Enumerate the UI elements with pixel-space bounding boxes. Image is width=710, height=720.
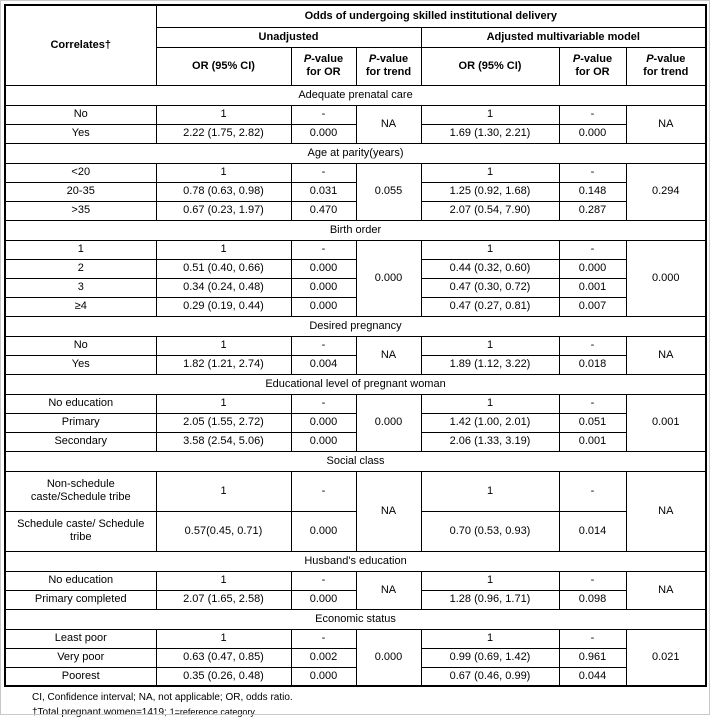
pvalue-or-unadjusted-cell: 0.000 [291, 511, 356, 551]
section-title: Birth order [5, 220, 706, 240]
pvalue-or-adjusted-cell: 0.148 [559, 182, 626, 201]
table-row [5, 124, 706, 143]
pvalue-or-unadjusted-cell: - [291, 336, 356, 355]
pvalue-trend-adjusted-cell: NA [626, 336, 706, 374]
table-row [5, 471, 706, 511]
or-ci-adjusted-cell: 2.07 (0.54, 7.90) [421, 201, 559, 220]
table-row [5, 278, 706, 297]
or-ci-unadjusted-cell: 1 [156, 163, 291, 182]
pvalue-or-unadjusted-cell: 0.000 [291, 297, 356, 316]
section-row [5, 551, 706, 571]
table-row [5, 432, 706, 451]
pvalue-or-unadjusted-cell: - [291, 629, 356, 648]
footnotes [32, 691, 710, 720]
or-ci-unadjusted-cell: 0.51 (0.40, 0.66) [156, 259, 291, 278]
pvalue-trend-adjusted-cell: NA [626, 471, 706, 551]
odds-ratio-table [4, 4, 707, 687]
row-label: No education [5, 571, 156, 590]
main-title: Odds of undergoing skilled institutional delivery [156, 5, 706, 27]
pvalue-or-unadjusted-cell: 0.000 [291, 590, 356, 609]
footnote-reference-category: 1=reference category. [170, 707, 257, 717]
pvalue-or-unadjusted-cell: 0.004 [291, 355, 356, 374]
pvalue-trend-adjusted-cell: NA [626, 105, 706, 143]
pvalue-or-unadjusted-cell: 0.000 [291, 278, 356, 297]
col-header-or-unadjusted: OR (95% CI) [156, 47, 291, 85]
or-ci-adjusted-cell: 1.25 (0.92, 1.68) [421, 182, 559, 201]
or-ci-adjusted-cell: 0.47 (0.27, 0.81) [421, 297, 559, 316]
pvalue-trend-unadjusted-cell: 0.000 [356, 629, 421, 686]
or-ci-adjusted-cell: 1 [421, 471, 559, 511]
section-row [5, 609, 706, 629]
section-title: Educational level of pregnant woman [5, 374, 706, 394]
pvalue-or-adjusted-cell: 0.044 [559, 667, 626, 686]
col-header-pvalue-or-unadjusted: P-value for OR [291, 47, 356, 85]
table-row [5, 590, 706, 609]
row-label: Yes [5, 355, 156, 374]
correlates-header: Correlates† [5, 5, 156, 85]
or-ci-unadjusted-cell: 3.58 (2.54, 5.06) [156, 432, 291, 451]
or-ci-unadjusted-cell: 1 [156, 240, 291, 259]
pvalue-or-adjusted-cell: - [559, 336, 626, 355]
table-row [5, 201, 706, 220]
section-title: Social class [5, 451, 706, 471]
table-row [5, 297, 706, 316]
pvalue-or-adjusted-cell: 0.018 [559, 355, 626, 374]
pvalue-or-unadjusted-cell: 0.470 [291, 201, 356, 220]
pvalue-or-adjusted-cell: 0.000 [559, 124, 626, 143]
pvalue-or-unadjusted-cell: 0.000 [291, 124, 356, 143]
pvalue-or-adjusted-cell: 0.001 [559, 278, 626, 297]
section-row [5, 316, 706, 336]
pvalue-or-unadjusted-cell: - [291, 394, 356, 413]
footnote-total-main: †Total pregnant women=1419; [32, 707, 170, 718]
row-label: Very poor [5, 648, 156, 667]
table-header [5, 5, 706, 85]
pvalue-trend-unadjusted-cell: NA [356, 571, 421, 609]
pvalue-or-unadjusted-cell: 0.002 [291, 648, 356, 667]
or-ci-unadjusted-cell: 1 [156, 394, 291, 413]
pvalue-or-adjusted-cell: 0.287 [559, 201, 626, 220]
col-header-pvalue-trend-adjusted: P-value for trend [626, 47, 706, 85]
row-label: Primary completed [5, 590, 156, 609]
pvalue-or-adjusted-cell: 0.051 [559, 413, 626, 432]
or-ci-unadjusted-cell: 0.67 (0.23, 1.97) [156, 201, 291, 220]
row-label: 20-35 [5, 182, 156, 201]
table-row [5, 511, 706, 551]
pvalue-trend-adjusted-cell: NA [626, 571, 706, 609]
pvalue-or-adjusted-cell: 0.000 [559, 259, 626, 278]
row-label: No [5, 336, 156, 355]
pvalue-or-unadjusted-cell: 0.031 [291, 182, 356, 201]
or-ci-unadjusted-cell: 0.78 (0.63, 0.98) [156, 182, 291, 201]
pvalue-or-unadjusted-cell: 0.000 [291, 259, 356, 278]
row-label: 3 [5, 278, 156, 297]
table-row [5, 571, 706, 590]
pvalue-or-adjusted-cell: - [559, 394, 626, 413]
col-header-or-adjusted: OR (95% CI) [421, 47, 559, 85]
or-ci-unadjusted-cell: 1 [156, 336, 291, 355]
table-row [5, 667, 706, 686]
row-label: No education [5, 394, 156, 413]
or-ci-adjusted-cell: 0.44 (0.32, 0.60) [421, 259, 559, 278]
pvalue-trend-unadjusted-cell: NA [356, 471, 421, 551]
table-row [5, 105, 706, 124]
pvalue-trend-adjusted-cell: 0.021 [626, 629, 706, 686]
or-ci-unadjusted-cell: 0.35 (0.26, 0.48) [156, 667, 291, 686]
or-ci-unadjusted-cell: 2.05 (1.55, 2.72) [156, 413, 291, 432]
or-ci-adjusted-cell: 1.89 (1.12, 3.22) [421, 355, 559, 374]
or-ci-adjusted-cell: 1 [421, 394, 559, 413]
pvalue-or-unadjusted-cell: 0.000 [291, 667, 356, 686]
or-ci-adjusted-cell: 0.47 (0.30, 0.72) [421, 278, 559, 297]
table-row [5, 182, 706, 201]
or-ci-adjusted-cell: 1 [421, 571, 559, 590]
table-row [5, 629, 706, 648]
pvalue-trend-unadjusted-cell: 0.000 [356, 394, 421, 451]
row-label: >35 [5, 201, 156, 220]
pvalue-or-unadjusted-cell: - [291, 163, 356, 182]
table-body [5, 85, 706, 686]
pvalue-or-unadjusted-cell: - [291, 571, 356, 590]
row-label: Yes [5, 124, 156, 143]
or-ci-unadjusted-cell: 0.63 (0.47, 0.85) [156, 648, 291, 667]
row-label: ≥4 [5, 297, 156, 316]
or-ci-unadjusted-cell: 1 [156, 629, 291, 648]
pvalue-trend-unadjusted-cell: 0.000 [356, 240, 421, 316]
col-header-pvalue-trend-unadjusted: P-value for trend [356, 47, 421, 85]
or-ci-unadjusted-cell: 1 [156, 571, 291, 590]
or-ci-adjusted-cell: 1 [421, 105, 559, 124]
pvalue-trend-adjusted-cell: 0.001 [626, 394, 706, 451]
col-header-pvalue-or-adjusted: P-value for OR [559, 47, 626, 85]
or-ci-unadjusted-cell: 2.22 (1.75, 2.82) [156, 124, 291, 143]
table-row [5, 355, 706, 374]
row-label: Non-schedule caste/Schedule tribe [5, 471, 156, 511]
or-ci-unadjusted-cell: 0.57(0.45, 0.71) [156, 511, 291, 551]
table-row [5, 413, 706, 432]
pvalue-or-adjusted-cell: - [559, 571, 626, 590]
row-label: Poorest [5, 667, 156, 686]
pvalue-or-adjusted-cell: 0.007 [559, 297, 626, 316]
or-ci-adjusted-cell: 1.42 (1.00, 2.01) [421, 413, 559, 432]
section-title: Age at parity(years) [5, 143, 706, 163]
pvalue-trend-unadjusted-cell: NA [356, 105, 421, 143]
pvalue-trend-unadjusted-cell: 0.055 [356, 163, 421, 220]
or-ci-adjusted-cell: 2.06 (1.33, 3.19) [421, 432, 559, 451]
pvalue-or-adjusted-cell: 0.014 [559, 511, 626, 551]
pvalue-or-unadjusted-cell: 0.000 [291, 432, 356, 451]
pvalue-trend-adjusted-cell: 0.294 [626, 163, 706, 220]
pvalue-trend-unadjusted-cell: NA [356, 336, 421, 374]
pvalue-or-adjusted-cell: - [559, 163, 626, 182]
pvalue-or-unadjusted-cell: - [291, 105, 356, 124]
row-label: Secondary [5, 432, 156, 451]
section-title: Adequate prenatal care [5, 85, 706, 105]
group-header-unadjusted: Unadjusted [156, 27, 421, 47]
or-ci-unadjusted-cell: 1 [156, 471, 291, 511]
or-ci-unadjusted-cell: 2.07 (1.65, 2.58) [156, 590, 291, 609]
or-ci-adjusted-cell: 1 [421, 240, 559, 259]
table-row [5, 336, 706, 355]
section-row [5, 451, 706, 471]
row-label: Primary [5, 413, 156, 432]
or-ci-unadjusted-cell: 0.29 (0.19, 0.44) [156, 297, 291, 316]
pvalue-or-unadjusted-cell: - [291, 240, 356, 259]
footnote-abbreviations: CI, Confidence interval; NA, not applicable; OR, odds ratio. [32, 691, 710, 705]
row-label: 2 [5, 259, 156, 278]
row-label: Schedule caste/ Schedule tribe [5, 511, 156, 551]
pvalue-or-adjusted-cell: - [559, 629, 626, 648]
pvalue-or-unadjusted-cell: - [291, 471, 356, 511]
pvalue-trend-adjusted-cell: 0.000 [626, 240, 706, 316]
footnote-total [32, 705, 710, 720]
pvalue-or-adjusted-cell: 0.098 [559, 590, 626, 609]
row-label: 1 [5, 240, 156, 259]
or-ci-adjusted-cell: 1 [421, 336, 559, 355]
or-ci-adjusted-cell: 0.70 (0.53, 0.93) [421, 511, 559, 551]
row-label: No [5, 105, 156, 124]
pvalue-or-adjusted-cell: - [559, 240, 626, 259]
or-ci-adjusted-cell: 0.67 (0.46, 0.99) [421, 667, 559, 686]
section-row [5, 374, 706, 394]
row-label: <20 [5, 163, 156, 182]
table-row [5, 648, 706, 667]
or-ci-adjusted-cell: 1.69 (1.30, 2.21) [421, 124, 559, 143]
section-title: Desired pregnancy [5, 316, 706, 336]
section-title: Economic status [5, 609, 706, 629]
or-ci-unadjusted-cell: 1.82 (1.21, 2.74) [156, 355, 291, 374]
section-row [5, 143, 706, 163]
or-ci-adjusted-cell: 1.28 (0.96, 1.71) [421, 590, 559, 609]
section-row [5, 85, 706, 105]
or-ci-adjusted-cell: 1 [421, 629, 559, 648]
section-title: Husband's education [5, 551, 706, 571]
pvalue-or-adjusted-cell: - [559, 105, 626, 124]
or-ci-unadjusted-cell: 0.34 (0.24, 0.48) [156, 278, 291, 297]
table-row [5, 259, 706, 278]
group-header-adjusted: Adjusted multivariable model [421, 27, 706, 47]
pvalue-or-adjusted-cell: 0.001 [559, 432, 626, 451]
row-label: Least poor [5, 629, 156, 648]
pvalue-or-unadjusted-cell: 0.000 [291, 413, 356, 432]
or-ci-adjusted-cell: 1 [421, 163, 559, 182]
pvalue-or-adjusted-cell: - [559, 471, 626, 511]
section-row [5, 220, 706, 240]
pvalue-or-adjusted-cell: 0.961 [559, 648, 626, 667]
table-row [5, 163, 706, 182]
or-ci-unadjusted-cell: 1 [156, 105, 291, 124]
or-ci-adjusted-cell: 0.99 (0.69, 1.42) [421, 648, 559, 667]
table-row [5, 394, 706, 413]
table-row [5, 240, 706, 259]
